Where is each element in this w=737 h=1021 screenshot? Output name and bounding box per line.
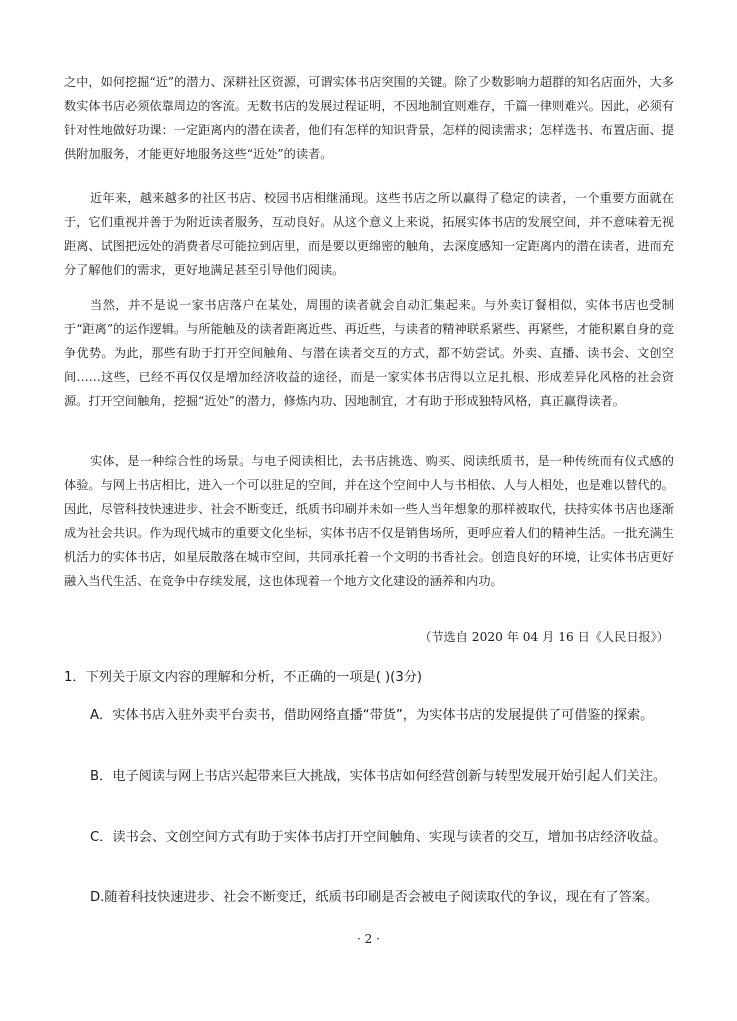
question-stem: 1．下列关于原文内容的理解和分析，不正确的一项是( )(3分) xyxy=(64,670,423,685)
passage-paragraph-3: 当然，并不是说一家书店落户在某处，周围的读者就会自动汇集起来。与外卖订餐相似，实体书店也受制于“距离”的运作逻辑。与所能触及的读者距离近些、再近些，与读者的精神联系紧些、再紧些，才能积累自身的竞争优势。为此，那些有助于打开空间触角、与潜在读者交互的方式，都不妨尝试。外卖、直播、读书会、文创空间……这些，已经不再仅仅是增加经济收益的途径，而是一家实体书店得以立足扎根、形成差异化风格的社会资源。打开空间触角，挖掘“近处”的潜力，修炼内功、因地制宜，才有助于形成独特风格，真正赢得读者。 xyxy=(64,298,674,408)
passage-paragraph-1: 之中，如何挖掘“近”的潜力、深耕社区资源，可谓实体书店突围的关键。除了少数影响力超群的知名店面外，大多数实体书店必须依靠周边的客流。无数书店的发展过程证明，不因地制宜则难存，千篇一律则难兴。因此，必须有针对性地做好功课：一定距离内的潜在读者，他们有怎样的知识背景，怎样的阅读需求；怎样选书、布置店面、提供附加服务，才能更好地服务这些“近处”的读者。 xyxy=(64,75,674,161)
option-a: A．实体书店入驻外卖平台卖书，借助网络直播“带货”，为实体书店的发展提供了可借鉴的探索。 xyxy=(90,708,654,723)
passage-paragraph-4: 实体，是一种综合性的场景。与电子阅读相比，去书店挑选、购买、阅读纸质书，是一种传统而有仪式感的体验。与网上书店相比，进入一个可以驻足的空间，并在这个空间中人与书相依、人与人相处，也是难以替代的。因此，尽管科技快速进步、社会不断变迁，纸质书印刷并未如一些人当年想象的那样被取代，扶持实体书店也逐渐成为社会共识。作为现代城市的重要文化坐标，实体书店不仅是销售场所，更呼应着人们的精神生活。一批充满生机活力的实体书店，如星辰散落在城市空间，共同承托着一个文明的书香社会。创造良好的环境，让实体书店更好融入当代生活、在竞争中存续发展，这也体现着一个地方文化建设的涵养和内功。 xyxy=(64,454,674,588)
passage-source: （节选自 2020 年 04 月 16 日《人民日报》） xyxy=(419,630,669,644)
passage-paragraph-2: 近年来，越来越多的社区书店、校园书店相继涌现。这些书店之所以赢得了稳定的读者，一个重要方面就在于，它们重视并善于为附近读者服务，互动良好。从这个意义上来说，拓展实体书店的发展空间，并不意味着无视距离、试图把远处的消费者尽可能拉到店里，而是要以更绵密的触角，去深度感知一定距离内的潜在读者，进而充分了解他们的需求，更好地满足甚至引导他们阅读。 xyxy=(64,191,674,277)
option-d: D.随着科技快速进步、社会不断变迁，纸质书印刷是否会被电子阅读取代的争议，现在有了答案。 xyxy=(90,890,659,905)
option-b: B．电子阅读与网上书店兴起带来巨大挑战，实体书店如何经营创新与转型发展开始引起人们关注。 xyxy=(90,769,667,784)
page-number: · 2 · xyxy=(357,932,380,946)
option-c: C．读书会、文创空间方式有助于实体书店打开空间触角、实现与读者的交互，增加书店经济收益。 xyxy=(90,830,667,845)
